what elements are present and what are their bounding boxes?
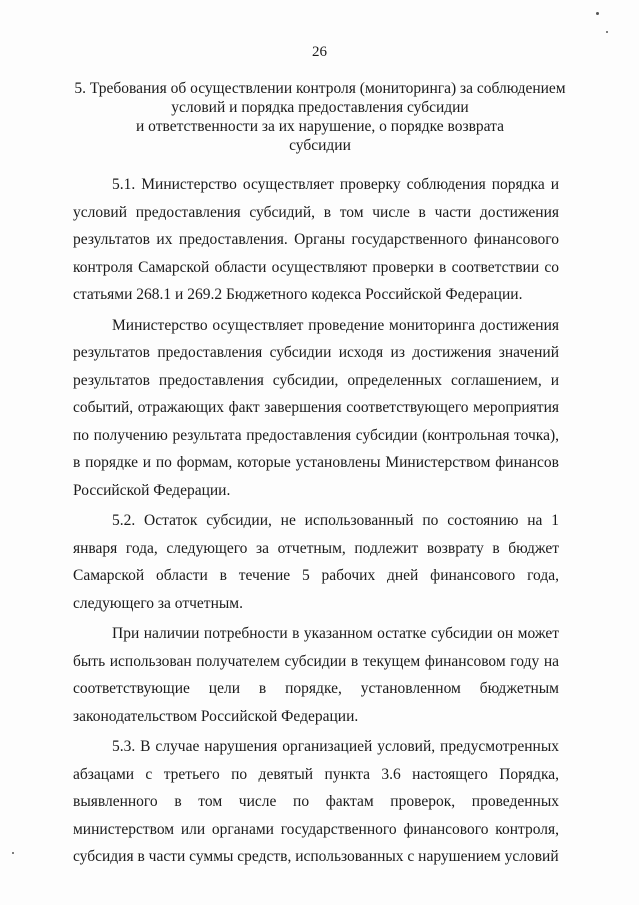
section-title-line: субсидии: [289, 137, 351, 154]
body-text: [73, 171, 559, 874]
paragraph-5-3: 5.3. В случае нарушения организацией условий, предусмотренных абзацами с третьего по девятый пункта 3.6 настоящего Порядка, выявленного в том числе по фактам проверок, проведенных министерством или органами государственного финансового контроля, субсидия в части суммы средств, использованных с нарушением условий: [73, 738, 559, 865]
section-title-line: и ответственности за их нарушение, о порядке возврата: [136, 118, 504, 135]
paragraph-5-2: 5.2. Остаток субсидии, не использованный по состоянию на 1 января года, следующего за отчетным, подлежит возврату в бюджет Самарской области в течение 5 рабочих дней финансового года, следующего за отчетным.: [73, 512, 559, 612]
section-title-line: условий и порядка предоставления субсидии: [171, 99, 469, 116]
paragraph-5-1: 5.1. Министерство осуществляет проверку соблюдения порядка и условий предоставления субсидий, в том числе в части достижения результатов их предоставления. Органы государственного финансового контроля Самарской области осуществляют проверки в соответствии со статьями 268.1 и 269.2 Бюджетного кодекса Российской Федерации.: [73, 176, 559, 303]
section-title-line: 5. Требования об осуществлении контроля (мониторинга) за соблюдением: [74, 80, 566, 97]
section-title: [70, 79, 570, 155]
scan-speck: [596, 12, 599, 15]
page-number: 26: [312, 44, 327, 60]
paragraph-remainder-use: При наличии потребности в указанном остатке субсидии он может быть использован получателем субсидии в текущем финансовом году на соответствующие цели в порядке, установленном бюджетным законодательством Российской Федерации.: [73, 625, 559, 725]
paragraph-monitoring: Министерство осуществляет проведение мониторинга достижения результатов предоставления субсидии исходя из достижения значений результатов предоставления субсидии, определенных соглашением, и событий, отражающих факт завершения соответствующего мероприятия по получению результата предоставления субсидии (контрольная точка), в порядке и по формам, которые установлены Министерством финансов Российской Федерации.: [73, 316, 559, 499]
scan-speck: [606, 31, 608, 33]
scan-speck: [12, 852, 14, 854]
